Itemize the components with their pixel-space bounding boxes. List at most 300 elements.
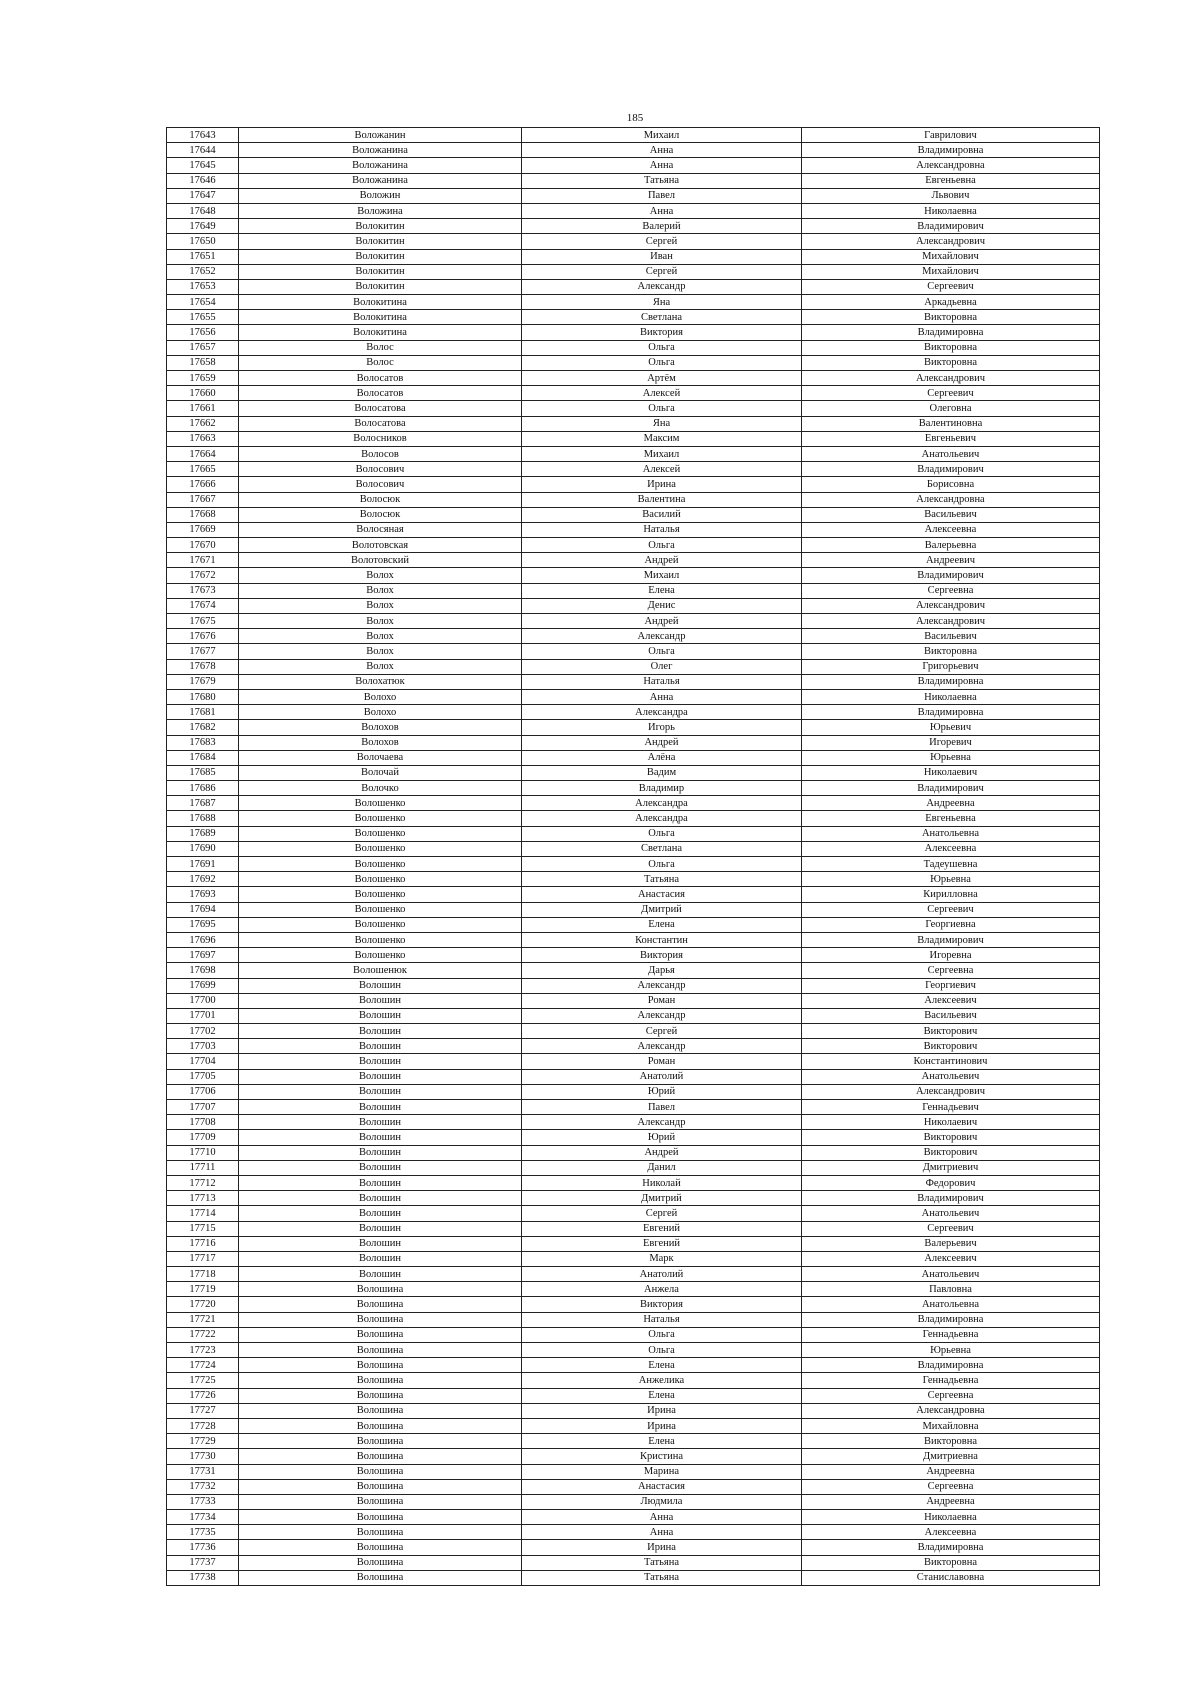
- last-name-cell: Волокитина: [239, 325, 522, 340]
- patronymic-cell: Васильевич: [802, 1008, 1100, 1023]
- last-name-cell: Волошина: [239, 1327, 522, 1342]
- patronymic-cell: Николаевна: [802, 203, 1100, 218]
- first-name-cell: Александра: [522, 705, 802, 720]
- last-name-cell: Волошина: [239, 1282, 522, 1297]
- first-name-cell: Ирина: [522, 1418, 802, 1433]
- patronymic-cell: Дмитриевич: [802, 1160, 1100, 1175]
- record-number-cell: 17672: [167, 568, 239, 583]
- record-number-cell: 17652: [167, 264, 239, 279]
- record-number-cell: 17647: [167, 188, 239, 203]
- first-name-cell: Александра: [522, 796, 802, 811]
- patronymic-cell: Викторовна: [802, 310, 1100, 325]
- last-name-cell: Волошенко: [239, 872, 522, 887]
- record-number-cell: 17725: [167, 1373, 239, 1388]
- table-row: [167, 1191, 1100, 1206]
- first-name-cell: Виктория: [522, 325, 802, 340]
- patronymic-cell: Юрьевна: [802, 750, 1100, 765]
- table-row: [167, 948, 1100, 963]
- record-number-cell: 17709: [167, 1130, 239, 1145]
- patronymic-cell: Николаевна: [802, 1510, 1100, 1525]
- last-name-cell: Воложанина: [239, 143, 522, 158]
- first-name-cell: Кристина: [522, 1449, 802, 1464]
- patronymic-cell: Сергеевна: [802, 1388, 1100, 1403]
- record-number-cell: 17665: [167, 462, 239, 477]
- record-number-cell: 17648: [167, 203, 239, 218]
- patronymic-cell: Викторович: [802, 1130, 1100, 1145]
- patronymic-cell: Владимирович: [802, 781, 1100, 796]
- first-name-cell: Ольга: [522, 538, 802, 553]
- patronymic-cell: Евгеньевна: [802, 173, 1100, 188]
- patronymic-cell: Владимировна: [802, 705, 1100, 720]
- page-number: 185: [626, 112, 644, 124]
- record-number-cell: 17736: [167, 1540, 239, 1555]
- last-name-cell: Волох: [239, 598, 522, 613]
- record-number-cell: 17681: [167, 705, 239, 720]
- record-number-cell: 17708: [167, 1115, 239, 1130]
- record-number-cell: 17679: [167, 674, 239, 689]
- first-name-cell: Иван: [522, 249, 802, 264]
- patronymic-cell: Сергеевна: [802, 583, 1100, 598]
- patronymic-cell: Алексеевна: [802, 1525, 1100, 1540]
- patronymic-cell: Владимирович: [802, 568, 1100, 583]
- record-number-cell: 17729: [167, 1434, 239, 1449]
- first-name-cell: Анна: [522, 158, 802, 173]
- record-number-cell: 17715: [167, 1221, 239, 1236]
- table-row: [167, 1054, 1100, 1069]
- first-name-cell: Людмила: [522, 1494, 802, 1509]
- first-name-cell: Алексей: [522, 462, 802, 477]
- last-name-cell: Волохов: [239, 735, 522, 750]
- table-row: [167, 765, 1100, 780]
- record-number-cell: 17691: [167, 857, 239, 872]
- last-name-cell: Волошенко: [239, 841, 522, 856]
- table-row: [167, 416, 1100, 431]
- record-number-cell: 17674: [167, 598, 239, 613]
- first-name-cell: Артём: [522, 371, 802, 386]
- record-number-cell: 17677: [167, 644, 239, 659]
- patronymic-cell: Николаевич: [802, 1115, 1100, 1130]
- table-row: [167, 401, 1100, 416]
- first-name-cell: Анжелика: [522, 1373, 802, 1388]
- patronymic-cell: Владимировна: [802, 143, 1100, 158]
- first-name-cell: Анна: [522, 1525, 802, 1540]
- table-row: [167, 1525, 1100, 1540]
- last-name-cell: Волосюк: [239, 492, 522, 507]
- last-name-cell: Волосович: [239, 462, 522, 477]
- patronymic-cell: Владимирович: [802, 219, 1100, 234]
- table-row: [167, 1024, 1100, 1039]
- record-number-cell: 17699: [167, 978, 239, 993]
- record-number-cell: 17696: [167, 932, 239, 947]
- record-number-cell: 17703: [167, 1039, 239, 1054]
- record-number-cell: 17732: [167, 1479, 239, 1494]
- record-number-cell: 17712: [167, 1175, 239, 1190]
- patronymic-cell: Борисовна: [802, 477, 1100, 492]
- patronymic-cell: Владимирович: [802, 462, 1100, 477]
- patronymic-cell: Викторович: [802, 1039, 1100, 1054]
- first-name-cell: Владимир: [522, 781, 802, 796]
- record-number-cell: 17678: [167, 659, 239, 674]
- first-name-cell: Михаил: [522, 568, 802, 583]
- record-number-cell: 17666: [167, 477, 239, 492]
- table-row: [167, 1267, 1100, 1282]
- patronymic-cell: Юрьевна: [802, 872, 1100, 887]
- first-name-cell: Александра: [522, 811, 802, 826]
- table-row: [167, 1388, 1100, 1403]
- first-name-cell: Александр: [522, 629, 802, 644]
- last-name-cell: Волох: [239, 644, 522, 659]
- first-name-cell: Ирина: [522, 1540, 802, 1555]
- first-name-cell: Елена: [522, 1434, 802, 1449]
- table-row: [167, 188, 1100, 203]
- record-number-cell: 17683: [167, 735, 239, 750]
- patronymic-cell: Михайлович: [802, 249, 1100, 264]
- table-row: [167, 1464, 1100, 1479]
- record-number-cell: 17689: [167, 826, 239, 841]
- first-name-cell: Александр: [522, 1039, 802, 1054]
- first-name-cell: Ольга: [522, 1327, 802, 1342]
- table-row: [167, 1236, 1100, 1251]
- last-name-cell: Волошина: [239, 1388, 522, 1403]
- first-name-cell: Елена: [522, 583, 802, 598]
- first-name-cell: Анатолий: [522, 1069, 802, 1084]
- last-name-cell: Волох: [239, 568, 522, 583]
- patronymic-cell: Сергеевич: [802, 902, 1100, 917]
- last-name-cell: Волотовская: [239, 538, 522, 553]
- first-name-cell: Анастасия: [522, 1479, 802, 1494]
- first-name-cell: Светлана: [522, 310, 802, 325]
- last-name-cell: Волошенко: [239, 826, 522, 841]
- record-number-cell: 17643: [167, 128, 239, 143]
- first-name-cell: Наталья: [522, 522, 802, 537]
- record-number-cell: 17737: [167, 1555, 239, 1570]
- first-name-cell: Александр: [522, 1115, 802, 1130]
- first-name-cell: Татьяна: [522, 173, 802, 188]
- patronymic-cell: Сергеевич: [802, 1221, 1100, 1236]
- record-number-cell: 17669: [167, 522, 239, 537]
- first-name-cell: Анжела: [522, 1282, 802, 1297]
- record-number-cell: 17734: [167, 1510, 239, 1525]
- last-name-cell: Волохо: [239, 689, 522, 704]
- last-name-cell: Волошин: [239, 1115, 522, 1130]
- record-number-cell: 17713: [167, 1191, 239, 1206]
- patronymic-cell: Владимировна: [802, 1358, 1100, 1373]
- record-number-cell: 17658: [167, 355, 239, 370]
- table-row: [167, 1206, 1100, 1221]
- record-number-cell: 17730: [167, 1449, 239, 1464]
- table-row: [167, 978, 1100, 993]
- first-name-cell: Николай: [522, 1175, 802, 1190]
- patronymic-cell: Викторович: [802, 1024, 1100, 1039]
- record-number-cell: 17653: [167, 279, 239, 294]
- last-name-cell: Волошина: [239, 1343, 522, 1358]
- table-row: [167, 219, 1100, 234]
- last-name-cell: Воложанин: [239, 128, 522, 143]
- first-name-cell: Александр: [522, 978, 802, 993]
- first-name-cell: Андрей: [522, 553, 802, 568]
- last-name-cell: Воложанина: [239, 158, 522, 173]
- patronymic-cell: Алексеевна: [802, 522, 1100, 537]
- first-name-cell: Юрий: [522, 1130, 802, 1145]
- patronymic-cell: Анатольевич: [802, 446, 1100, 461]
- table-row: [167, 249, 1100, 264]
- table-row: [167, 1570, 1100, 1585]
- table-row: [167, 553, 1100, 568]
- record-number-cell: 17738: [167, 1570, 239, 1585]
- first-name-cell: Андрей: [522, 1145, 802, 1160]
- last-name-cell: Волосатов: [239, 386, 522, 401]
- first-name-cell: Игорь: [522, 720, 802, 735]
- first-name-cell: Ирина: [522, 477, 802, 492]
- table-row: [167, 158, 1100, 173]
- last-name-cell: Волошин: [239, 1008, 522, 1023]
- record-number-cell: 17650: [167, 234, 239, 249]
- table-row: [167, 917, 1100, 932]
- patronymic-cell: Станиславовна: [802, 1570, 1100, 1585]
- record-number-cell: 17685: [167, 765, 239, 780]
- last-name-cell: Волох: [239, 629, 522, 644]
- first-name-cell: Яна: [522, 416, 802, 431]
- first-name-cell: Елена: [522, 917, 802, 932]
- record-number-cell: 17731: [167, 1464, 239, 1479]
- first-name-cell: Наталья: [522, 1312, 802, 1327]
- first-name-cell: Анастасия: [522, 887, 802, 902]
- record-number-cell: 17698: [167, 963, 239, 978]
- first-name-cell: Михаил: [522, 446, 802, 461]
- record-number-cell: 17687: [167, 796, 239, 811]
- table-row: [167, 614, 1100, 629]
- patronymic-cell: Павловна: [802, 1282, 1100, 1297]
- patronymic-cell: Игоревич: [802, 735, 1100, 750]
- patronymic-cell: Игоревна: [802, 948, 1100, 963]
- last-name-cell: Волосатова: [239, 401, 522, 416]
- last-name-cell: Волошина: [239, 1525, 522, 1540]
- record-number-cell: 17719: [167, 1282, 239, 1297]
- first-name-cell: Денис: [522, 598, 802, 613]
- table-row: [167, 1358, 1100, 1373]
- table-row: [167, 750, 1100, 765]
- last-name-cell: Волошин: [239, 1251, 522, 1266]
- first-name-cell: Ирина: [522, 1403, 802, 1418]
- first-name-cell: Дмитрий: [522, 902, 802, 917]
- first-name-cell: Татьяна: [522, 872, 802, 887]
- table-row: [167, 477, 1100, 492]
- last-name-cell: Волох: [239, 614, 522, 629]
- table-row: [167, 371, 1100, 386]
- first-name-cell: Ольга: [522, 401, 802, 416]
- table-row: [167, 1494, 1100, 1509]
- first-name-cell: Анна: [522, 143, 802, 158]
- record-number-cell: 17697: [167, 948, 239, 963]
- table-row: [167, 568, 1100, 583]
- record-number-cell: 17695: [167, 917, 239, 932]
- record-number-cell: 17711: [167, 1160, 239, 1175]
- patronymic-cell: Александрович: [802, 614, 1100, 629]
- patronymic-cell: Львович: [802, 188, 1100, 203]
- first-name-cell: Ольга: [522, 340, 802, 355]
- table-row: [167, 1008, 1100, 1023]
- first-name-cell: Анна: [522, 203, 802, 218]
- record-number-cell: 17707: [167, 1100, 239, 1115]
- record-number-cell: 17718: [167, 1267, 239, 1282]
- last-name-cell: Волошина: [239, 1297, 522, 1312]
- patronymic-cell: Геннадьевна: [802, 1373, 1100, 1388]
- last-name-cell: Волохо: [239, 705, 522, 720]
- patronymic-cell: Александровна: [802, 158, 1100, 173]
- last-name-cell: Волохатюк: [239, 674, 522, 689]
- record-number-cell: 17682: [167, 720, 239, 735]
- patronymic-cell: Анатольевич: [802, 1206, 1100, 1221]
- last-name-cell: Волошина: [239, 1418, 522, 1433]
- table-row: [167, 598, 1100, 613]
- first-name-cell: Евгений: [522, 1236, 802, 1251]
- table-row: [167, 1145, 1100, 1160]
- last-name-cell: Волошенко: [239, 932, 522, 947]
- first-name-cell: Ольга: [522, 1343, 802, 1358]
- patronymic-cell: Андреевна: [802, 1464, 1100, 1479]
- patronymic-cell: Александрович: [802, 598, 1100, 613]
- record-number-cell: 17710: [167, 1145, 239, 1160]
- patronymic-cell: Анатольевич: [802, 1069, 1100, 1084]
- first-name-cell: Максим: [522, 431, 802, 446]
- last-name-cell: Волочко: [239, 781, 522, 796]
- table-row: [167, 1327, 1100, 1342]
- record-number-cell: 17673: [167, 583, 239, 598]
- record-number-cell: 17690: [167, 841, 239, 856]
- first-name-cell: Павел: [522, 1100, 802, 1115]
- patronymic-cell: Викторовна: [802, 340, 1100, 355]
- patronymic-cell: Николаевна: [802, 689, 1100, 704]
- patronymic-cell: Анатольевна: [802, 1297, 1100, 1312]
- table-row: [167, 932, 1100, 947]
- patronymic-cell: Михайловна: [802, 1418, 1100, 1433]
- patronymic-cell: Алексеевич: [802, 1251, 1100, 1266]
- last-name-cell: Волошин: [239, 1236, 522, 1251]
- first-name-cell: Анна: [522, 689, 802, 704]
- table-row: [167, 522, 1100, 537]
- last-name-cell: Волошин: [239, 1024, 522, 1039]
- first-name-cell: Сергей: [522, 1206, 802, 1221]
- record-number-cell: 17676: [167, 629, 239, 644]
- patronymic-cell: Геннадьевич: [802, 1100, 1100, 1115]
- first-name-cell: Дарья: [522, 963, 802, 978]
- table-row: [167, 720, 1100, 735]
- last-name-cell: Волочаева: [239, 750, 522, 765]
- record-number-cell: 17714: [167, 1206, 239, 1221]
- first-name-cell: Роман: [522, 1054, 802, 1069]
- patronymic-cell: Николаевич: [802, 765, 1100, 780]
- patronymic-cell: Владимирович: [802, 1191, 1100, 1206]
- last-name-cell: Волошенко: [239, 917, 522, 932]
- record-number-cell: 17700: [167, 993, 239, 1008]
- last-name-cell: Волошин: [239, 978, 522, 993]
- table-row: [167, 1297, 1100, 1312]
- first-name-cell: Наталья: [522, 674, 802, 689]
- record-number-cell: 17705: [167, 1069, 239, 1084]
- record-number-cell: 17722: [167, 1327, 239, 1342]
- patronymic-cell: Александрович: [802, 234, 1100, 249]
- record-number-cell: 17675: [167, 614, 239, 629]
- record-number-cell: 17662: [167, 416, 239, 431]
- patronymic-cell: Федорович: [802, 1175, 1100, 1190]
- patronymic-cell: Георгиевич: [802, 978, 1100, 993]
- record-number-cell: 17664: [167, 446, 239, 461]
- patronymic-cell: Алексеевич: [802, 993, 1100, 1008]
- record-number-cell: 17735: [167, 1525, 239, 1540]
- first-name-cell: Ольга: [522, 355, 802, 370]
- patronymic-cell: Кирилловна: [802, 887, 1100, 902]
- record-number-cell: 17723: [167, 1343, 239, 1358]
- record-number-cell: 17646: [167, 173, 239, 188]
- first-name-cell: Константин: [522, 932, 802, 947]
- patronymic-cell: Олеговна: [802, 401, 1100, 416]
- last-name-cell: Волошина: [239, 1510, 522, 1525]
- table-row: [167, 143, 1100, 158]
- patronymic-cell: Михайлович: [802, 264, 1100, 279]
- last-name-cell: Волохов: [239, 720, 522, 735]
- patronymic-cell: Геннадьевна: [802, 1327, 1100, 1342]
- first-name-cell: Михаил: [522, 128, 802, 143]
- first-name-cell: Ольга: [522, 644, 802, 659]
- table-row: [167, 674, 1100, 689]
- table-row: [167, 173, 1100, 188]
- table-row: [167, 1175, 1100, 1190]
- table-row: [167, 781, 1100, 796]
- patronymic-cell: Сергеевич: [802, 386, 1100, 401]
- first-name-cell: Елена: [522, 1358, 802, 1373]
- table-row: [167, 1449, 1100, 1464]
- last-name-cell: Волошин: [239, 1191, 522, 1206]
- patronymic-cell: Валентиновна: [802, 416, 1100, 431]
- last-name-cell: Волошина: [239, 1434, 522, 1449]
- first-name-cell: Юрий: [522, 1084, 802, 1099]
- last-name-cell: Волошина: [239, 1373, 522, 1388]
- patronymic-cell: Аркадьевна: [802, 295, 1100, 310]
- patronymic-cell: Гаврилович: [802, 128, 1100, 143]
- record-number-cell: 17720: [167, 1297, 239, 1312]
- record-number-cell: 17656: [167, 325, 239, 340]
- table-row: [167, 902, 1100, 917]
- patronymic-cell: Александрович: [802, 1084, 1100, 1099]
- last-name-cell: Волошина: [239, 1449, 522, 1464]
- first-name-cell: Елена: [522, 1388, 802, 1403]
- record-number-cell: 17693: [167, 887, 239, 902]
- last-name-cell: Волошин: [239, 1100, 522, 1115]
- first-name-cell: Яна: [522, 295, 802, 310]
- last-name-cell: Волошенко: [239, 811, 522, 826]
- patronymic-cell: Владимирович: [802, 932, 1100, 947]
- record-number-cell: 17651: [167, 249, 239, 264]
- last-name-cell: Волошин: [239, 1130, 522, 1145]
- record-number-cell: 17716: [167, 1236, 239, 1251]
- table-row: [167, 1100, 1100, 1115]
- table-row: [167, 1251, 1100, 1266]
- table-row: [167, 355, 1100, 370]
- record-number-cell: 17659: [167, 371, 239, 386]
- table-row: [167, 993, 1100, 1008]
- last-name-cell: Волос: [239, 355, 522, 370]
- record-number-cell: 17704: [167, 1054, 239, 1069]
- first-name-cell: Алексей: [522, 386, 802, 401]
- first-name-cell: Валерий: [522, 219, 802, 234]
- table-row: [167, 1403, 1100, 1418]
- last-name-cell: Волотовский: [239, 553, 522, 568]
- table-row: [167, 1069, 1100, 1084]
- registry-table: [166, 127, 1100, 1586]
- last-name-cell: Волосов: [239, 446, 522, 461]
- patronymic-cell: Александровна: [802, 492, 1100, 507]
- patronymic-cell: Викторовна: [802, 1555, 1100, 1570]
